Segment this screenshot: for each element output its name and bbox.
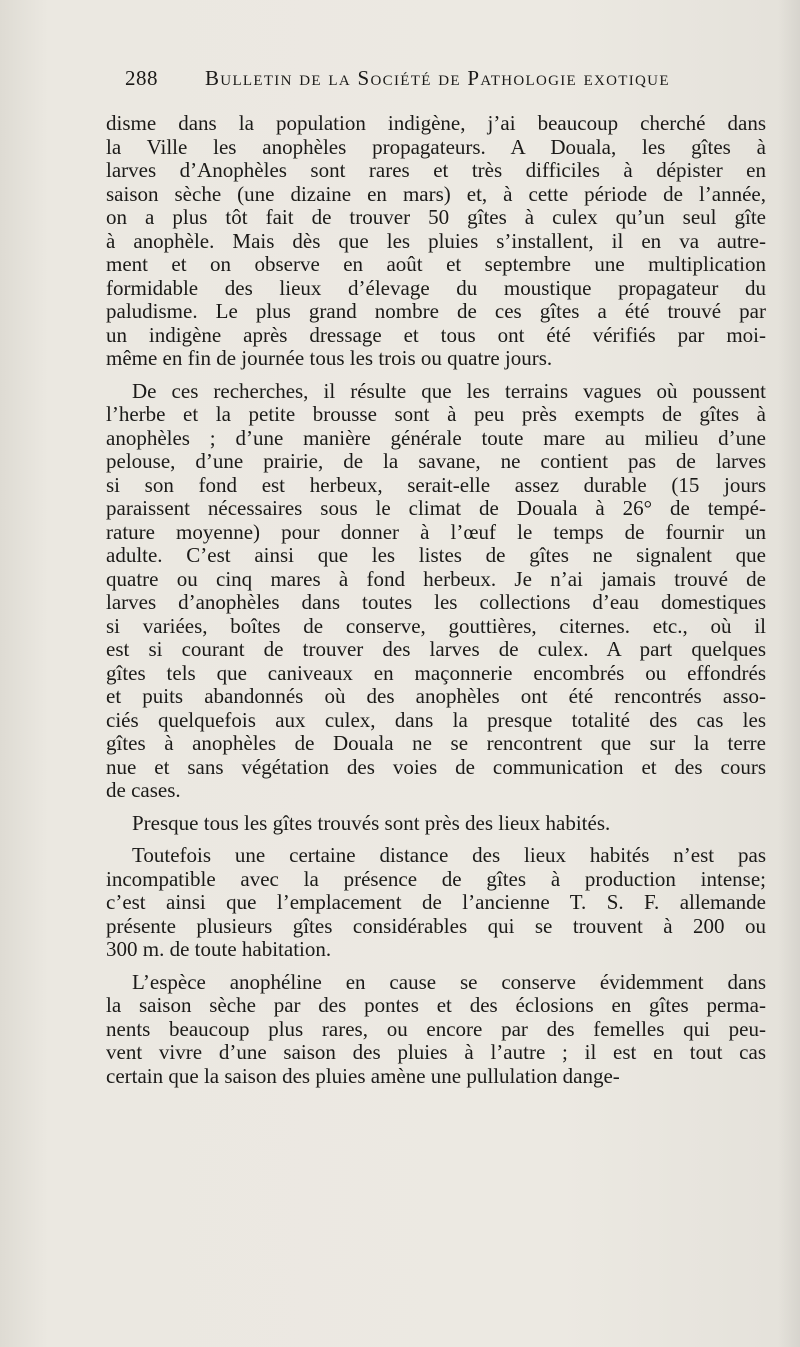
text-line: pelouse, d’une prairie, de la savane, ne contient pas de larves [106, 449, 766, 473]
paragraph [106, 844, 766, 962]
text-line: Presque tous les gîtes trouvés sont près des lieux habités. [132, 810, 611, 835]
text-line: saison sèche (une dizaine en mars) et, à cette période de l’année, [106, 181, 766, 206]
text-line: 300 m. de toute habitation. [106, 937, 332, 961]
text-line: si variées, boîtes de conserve, gouttières, citernes. etc., où il [106, 613, 766, 638]
text-line: certain que la saison des pluies amène une pullulation dange- [106, 1063, 620, 1088]
text-line: ciés quelquefois aux culex, dans la presque totalité des cas les [106, 707, 766, 732]
text-line: ment et on observe en août et septembre une multiplication [106, 252, 766, 276]
page-header [0, 66, 800, 106]
text-line: vent vivre d’une saison des pluies à l’autre ; il est en tout cas [106, 1040, 766, 1064]
running-head: Bulletin de la Société de Pathologie exotique [205, 66, 670, 90]
text-line: présente plusieurs gîtes considérables qui se trouvent à 200 ou [106, 913, 766, 938]
page-edge-shadow [778, 0, 800, 1347]
text-line: formidable des lieux d’élevage du moustique propagateur du [106, 275, 766, 300]
text-line: nue et sans végétation des voies de communication et des cours [106, 754, 766, 779]
page-number: 288 [125, 66, 158, 90]
text-line: Toutefois une certaine distance des lieux habités n’est pas [132, 843, 766, 867]
body-text [106, 112, 766, 1088]
text-line: la saison sèche par des pontes et des éclosions en gîtes perma- [106, 993, 766, 1017]
text-line: un indigène après dressage et tous ont été vérifiés par moi- [106, 322, 766, 347]
text-line: L’espèce anophéline en cause se conserve évidemment dans [132, 969, 766, 994]
text-line: la Ville les anophèles propagateurs. A Douala, les gîtes à [106, 134, 766, 159]
paragraph [106, 380, 766, 803]
text-line: on a plus tôt fait de trouver 50 gîtes à culex qu’un seul gîte [106, 205, 766, 229]
text-line: larves d’anophèles dans toutes les collections d’eau domestiques [106, 590, 766, 614]
paragraph [106, 112, 766, 371]
text-line: si son fond est herbeux, serait-elle assez durable (15 jours [106, 472, 766, 497]
text-line: l’herbe et la petite brousse sont à peu près exempts de gîtes à [106, 402, 766, 426]
paragraph [106, 971, 766, 1089]
text-line: quatre ou cinq mares à fond herbeux. Je n’ai jamais trouvé de [106, 566, 766, 591]
text-line: anophèles ; d’une manière générale toute mare au milieu d’une [106, 425, 766, 450]
paragraph [106, 812, 766, 836]
text-line: gîtes à anophèles de Douala ne se rencontrent que sur la terre [106, 731, 766, 755]
text-line: nents beaucoup plus rares, ou encore par des femelles qui peu- [106, 1016, 766, 1041]
text-line: est si courant de trouver des larves de culex. A part quelques [106, 637, 766, 661]
text-line: incompatible avec la présence de gîtes à production intense; [106, 866, 766, 891]
text-line: adulte. C’est ainsi que les listes de gîtes ne signalent que [106, 543, 766, 567]
text-line: à anophèle. Mais dès que les pluies s’installent, il en va autre- [106, 228, 766, 253]
text-line: De ces recherches, il résulte que les terrains vagues où poussent [132, 378, 766, 403]
text-line: c’est ainsi que l’emplacement de l’ancienne T. S. F. allemande [106, 890, 766, 914]
text-line: paludisme. Le plus grand nombre de ces gîtes a été trouvé par [106, 299, 766, 323]
text-line: même en fin de journée tous les trois ou quatre jours. [106, 346, 553, 370]
text-line: rature moyenne) pour donner à l’œuf le temps de fournir un [106, 519, 766, 544]
text-line: gîtes tels que caniveaux en maçonnerie encombrés ou effondrés [106, 660, 766, 685]
text-line: et puits abandonnés où des anophèles ont été rencontrés asso- [106, 684, 766, 708]
text-line: larves d’Anophèles sont rares et très difficiles à dépister en [106, 158, 766, 182]
text-line: paraissent nécessaires sous le climat de Douala à 26° de tempé- [106, 496, 766, 520]
text-line: de cases. [106, 778, 181, 802]
text-line: disme dans la population indigène, j’ai beaucoup cherché dans [106, 111, 766, 135]
